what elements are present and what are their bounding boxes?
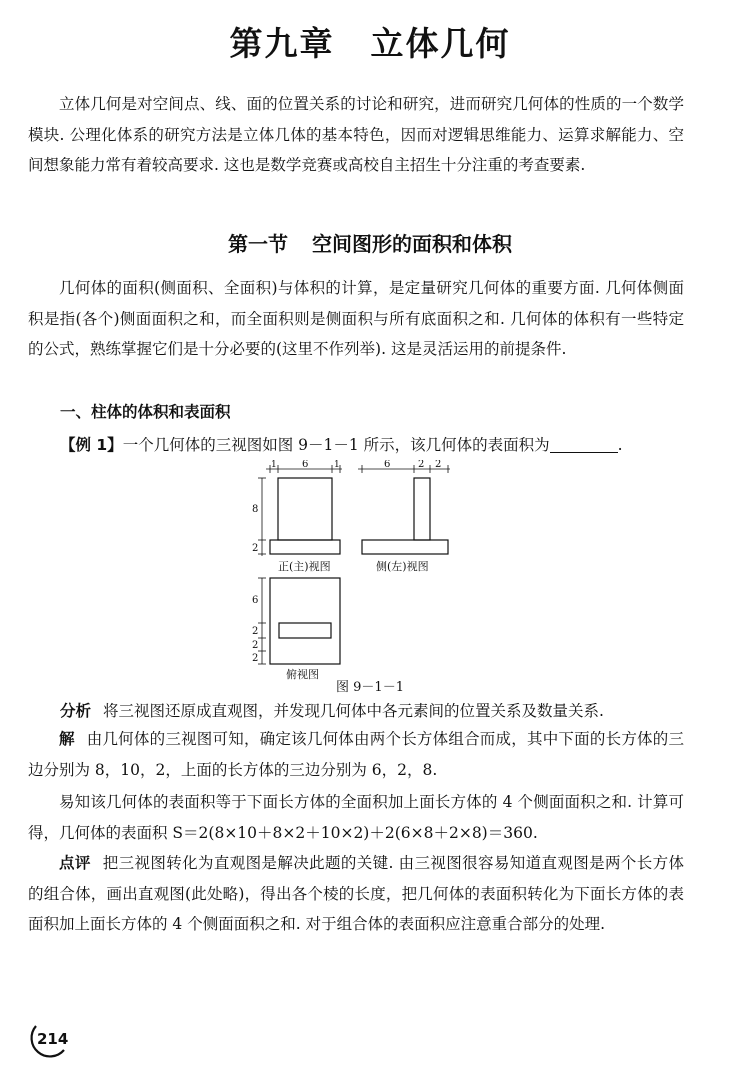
example-end: . [617,436,623,454]
example-1 [60,430,700,460]
top-view-outer [270,578,340,664]
top-view-inner [279,623,331,638]
chapter-name: 立体几何 [370,24,511,63]
front-view-label: 正(主)视图 [278,560,331,573]
analysis-label: 分析 [60,702,92,720]
answer-blank [550,436,618,453]
comment-text: 把三视图转化为直观图是解决此题的关键. 由三视图很容易知道直观图是两个长方体的组合体，画出直观图(此处略)，得出各个棱的长度，把几何体的表面积转化为下面长方体的表面积加上面长方体的 4 个侧面面积之和. 对于组合体的表面积应注意重合部分的处理. [28,854,684,933]
solution-continued: 易知该几何体的表面积等于下面长方体的全面积加上面长方体的 4 个侧面面积之和. 计算可得，几何体的表面积 S＝2(8×10＋8×2＋10×2)＋2(6×8＋2×8)＝360. [28,793,684,842]
dim-side-top-1: 6 [384,460,391,470]
dim-front-left-1: 8 [252,504,259,515]
dim-front-top-3: 1 [334,460,340,470]
solution-label: 解 [59,730,75,748]
dim-side-top-2: 2 [418,460,425,470]
section-intro-paragraph: 几何体的面积(侧面积、全面积)与体积的计算，是定量研究几何体的重要方面. 几何体侧面积是指(各个)侧面面积之和，而全面积则是侧面积与所有底面积之和. 几何体的体积有一些特定的公式，熟练掌握它们是十分必要的(这里不作列举). 这是灵活运用的前提条件. [28,279,684,358]
solution-paragraph [28,724,684,785]
solution-text: 由几何体的三视图可知，确定该几何体由两个长方体组合而成，其中下面的长方体的三边分别为 8，10，2，上面的长方体的三边分别为 6，2，8. [28,730,684,779]
dim-top-left-1: 6 [252,595,259,606]
chapter-number: 第九章 [229,24,335,63]
side-view-upper [414,478,430,540]
subheading: 一、柱体的体积和表面积 [60,403,231,421]
top-view-label: 俯视图 [286,668,319,681]
section-title [0,228,740,257]
side-view-label: 侧(左)视图 [376,560,429,573]
dim-top-left-3: 2 [252,640,259,651]
comment-label: 点评 [59,854,91,872]
side-view-lower [362,540,448,554]
comment-paragraph [28,848,684,940]
dim-front-top-2: 6 [302,460,309,470]
analysis-text: 将三视图还原成直观图，并发现几何体中各元素间的位置关系及数量关系. [103,702,604,720]
example-tag: 【例 1】 [60,436,123,454]
three-view-figure [250,460,480,696]
intro-paragraph: 立体几何是对空间点、线、面的位置关系的讨论和研究，进而研究几何体的性质的一个数学模块. 公理化体系的研究方法是立体几体的基本特色，因而对逻辑思维能力、运算求解能力、空间想象能力常有着较高要求. 这也是数学竞赛或高校自主招生十分注重的考查要素. [28,95,684,174]
page-number [28,1020,68,1060]
dim-front-left-2: 2 [252,543,259,554]
chapter-title [0,18,740,65]
analysis-paragraph [28,696,684,727]
dim-side-top-3: 2 [435,460,442,470]
section-number: 第一节 [228,232,288,256]
dim-front-top-1: 1 [271,460,277,470]
front-view-lower [270,540,340,554]
figure-caption: 图 9－1－1 [336,680,404,695]
dim-top-left-2: 2 [252,626,259,637]
front-view-upper [278,478,332,540]
example-text: 一个几何体的三视图如图 9－1－1 所示，该几何体的表面积为 [122,436,550,454]
page-number-text: 214 [37,1030,69,1048]
dim-top-left-4: 2 [252,653,259,664]
section-name: 空间图形的面积和体积 [312,232,512,256]
